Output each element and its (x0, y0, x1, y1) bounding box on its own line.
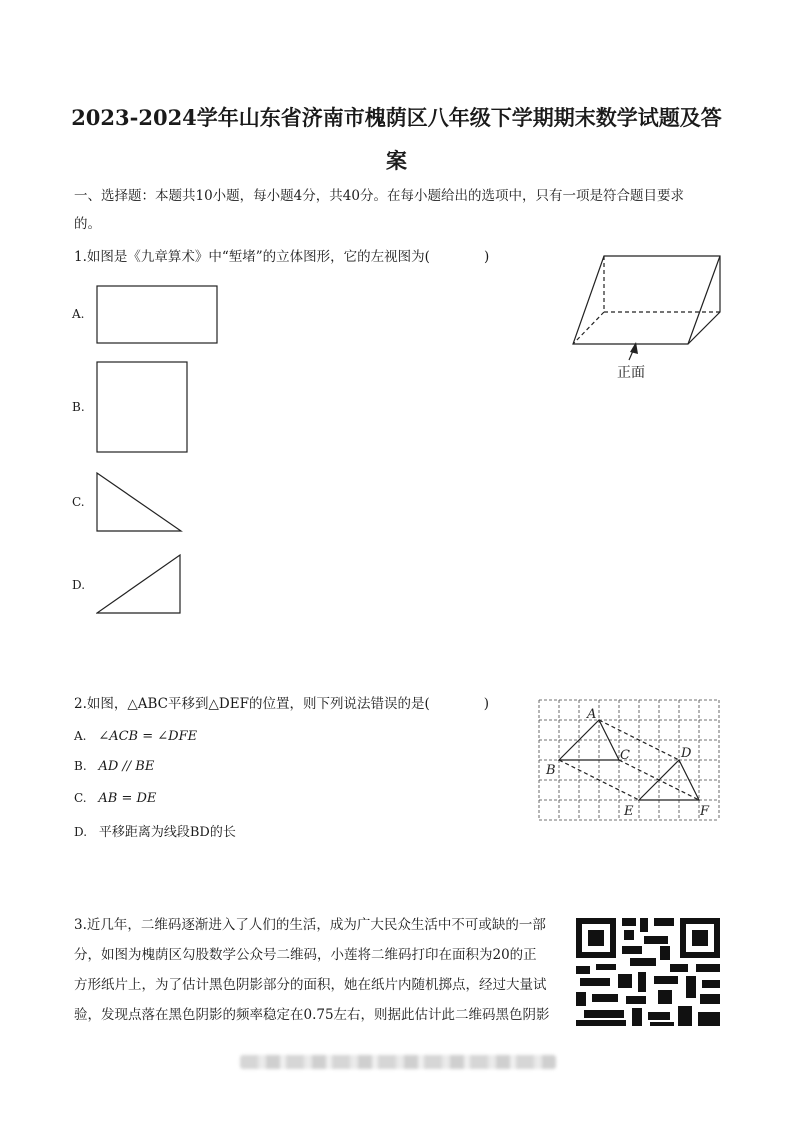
q2-option-c-letter: C. (74, 791, 87, 805)
q2-option-d-letter: D. (74, 825, 88, 839)
q2-grid-figure (536, 697, 722, 823)
q2-stem: 2.如图，△ABC平移到△DEF的位置，则下列说法错误的是( ) (74, 696, 489, 712)
q2-option-d[interactable] (74, 821, 236, 840)
q2-option-c[interactable] (74, 791, 156, 806)
q1-solid-edge (688, 256, 720, 344)
q2-option-a-letter: A. (74, 729, 87, 743)
section-intro-line-1: 一、选择题：本题共10小题，每小题4分，共40分。在每小题给出的选项中，只有一项是符合题目要求 (74, 188, 684, 204)
q1-option-a-label[interactable]: A. (72, 307, 85, 321)
q1-front-label: 正面 (617, 365, 645, 381)
q1-option-d-label[interactable]: D. (72, 578, 86, 592)
q3-line-3: 方形纸片上，为了估计黑色阴影部分的面积，她在纸片内随机掷点，经过大量试 (74, 977, 547, 993)
q2-point-e: E (624, 804, 634, 819)
q1-option-d-figure[interactable] (96, 553, 186, 617)
q1-solid-outline (573, 256, 720, 344)
page-title (60, 96, 733, 182)
q3-qr-code (574, 916, 722, 1028)
q2-option-b[interactable] (74, 759, 154, 774)
section-intro-line-2: 的。 (74, 216, 101, 232)
q3-line-4: 验，发现点落在黑色阴影的频率稳定在0.75左右，则据此估计此二维码黑色阴影 (74, 1007, 550, 1023)
q1-option-a-figure[interactable] (96, 285, 220, 345)
q1-option-c-figure[interactable] (96, 471, 186, 535)
q2-point-d: D (681, 746, 692, 761)
q3-stem (74, 910, 566, 1030)
q2-point-a: A (587, 707, 597, 722)
q2-point-b: B (546, 763, 556, 778)
q2-option-d-text: 平移距离为线段BD的长 (98, 825, 236, 840)
q2-option-b-letter: B. (74, 759, 87, 773)
section-intro (74, 182, 724, 238)
title-line-2: 案 (386, 148, 407, 173)
q2-option-b-text: AD // BE (98, 759, 155, 774)
q1-hidden-edge-left (573, 312, 604, 344)
q1-stem: 1.如图是《九章算术》中“堑堵”的立体图形，它的左视图为( ) (74, 249, 490, 265)
blurred-footer-watermark (240, 1055, 556, 1069)
q2-option-c-text: AB = DE (98, 791, 157, 806)
q1-option-b-label[interactable]: B. (72, 400, 85, 414)
q2-point-c: C (620, 748, 630, 763)
q1-option-b-figure[interactable] (96, 361, 190, 455)
q2-option-a-text: ∠ACB = ∠DFE (98, 729, 198, 744)
q2-point-f: F (700, 804, 710, 819)
q3-line-1: 3.近几年，二维码逐渐进入了人们的生活，成为广大民众生活中不可或缺的一部 (74, 917, 546, 933)
q1-option-c-label[interactable]: C. (72, 495, 85, 509)
q3-line-2: 分，如图为槐荫区勾股数学公众号二维码，小莲将二维码打印在面积为20的正 (74, 947, 537, 963)
q1-solid-figure (566, 248, 731, 383)
title-line-1: 2023-2024学年山东省济南市槐荫区八年级下学期期末数学试题及答 (71, 105, 722, 130)
q2-option-a[interactable] (74, 729, 197, 744)
